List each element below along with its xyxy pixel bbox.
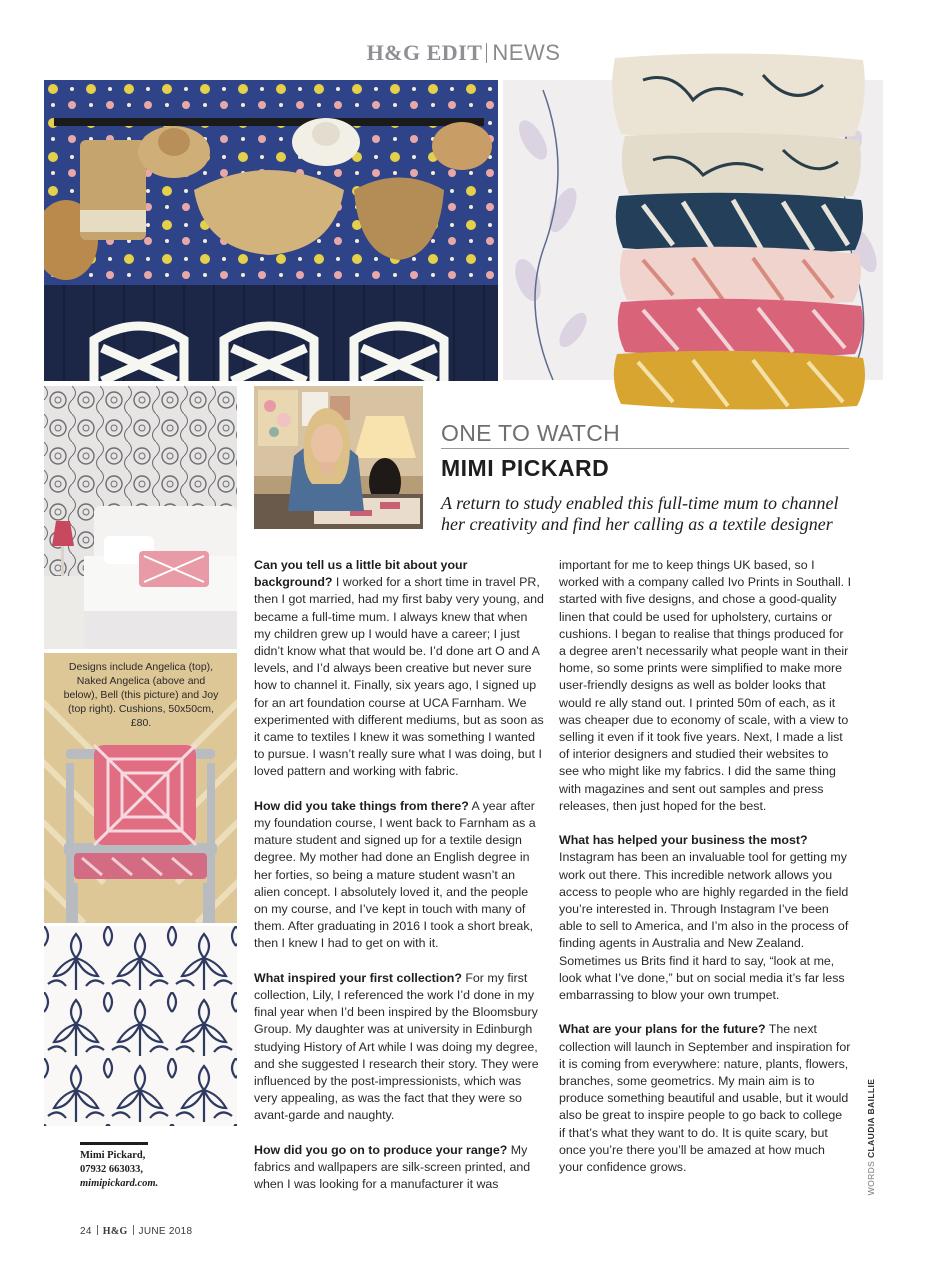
qa-first-collection — [254, 970, 544, 1125]
masthead-brand: H&G EDIT — [366, 40, 483, 65]
question: Can you tell us a little bit about your background? — [254, 558, 468, 590]
photo-cushion-stack — [503, 50, 883, 410]
answer: Instagram has been an invaluable tool for getting my work out there. This incredible network allows you access to people who are highly regarded in the field you’re interested in. Through Instagram I’ve been able to sell to America, and I’m also in the process of finding agents in Australia and New Zealand. Sometimes us Brits find it hard to say, “look at me, look what I’ve done,” but on social media it’s far less embarrassing to blow your own trumpet. — [559, 850, 849, 1003]
question: How did you go on to produce your range? — [254, 1142, 508, 1157]
qa-future-plans — [559, 1021, 851, 1176]
credit-author: CLAUDIA BAILLIE — [866, 1078, 876, 1158]
page-number: 24 — [80, 1226, 92, 1237]
answer: A year after my foundation course, I went back to Farnham as a mature student and signed up for a textile design degree. My mother had done an English degree in her forties, so being a mature student wasn’t an alien concept. I absolutely loved it, and the people on my course, and I’ve kept in touch with many of them. After graduating in 2016 I took a short break, then I knew I had to get on with it. — [254, 798, 536, 951]
folio-divider — [97, 1225, 98, 1235]
qa-helped-business — [559, 832, 851, 1004]
answer: My fabrics and wallpapers are silk-screen printed, and when I was looking for a manufacturer it was — [254, 1142, 531, 1192]
question: How did you take things from there? — [254, 798, 469, 813]
contact-website[interactable]: mimipickard.com. — [80, 1178, 159, 1189]
masthead-divider — [486, 43, 487, 63]
qa-from-there — [254, 798, 544, 953]
designer-name: MIMI PICKARD — [441, 455, 610, 481]
answer: For my first collection, Lily, I referenced the work I’d done in my final year when I’d been inspired by the Bloomsbury Group. My daughter was at university in Edinburgh studying History of Art while I was doing my degree, and she suggested I research their story. They were influenced by the post-impressionists, which was very appealing, as was the fact that they were so avant-garde and naughty. — [254, 970, 539, 1123]
answer: I worked for a short time in travel PR, then I got married, had my first baby very young, and became a full-time mum. I always knew that when my children grew up I would have a career; I just didn’t know what that would be. I’d done art O and A levels, and I’d always been creative but never sure how to channel it. Finally, six years ago, I signed up for an art foundation course at UCA Farnham. We experimented with different mediums, but as soon as it came to textiles I knew it was something I wanted to pursue. I wasn’t really sure what I was doing, but I loved pattern and working with fabric. — [254, 575, 544, 779]
kicker: ONE TO WATCH — [441, 420, 621, 446]
qa-produce-range — [254, 1142, 544, 1194]
issue-date: JUNE 2018 — [138, 1226, 193, 1237]
question: What inspired your first collection? — [254, 970, 462, 985]
qa-produce-range-continued — [559, 557, 851, 815]
contact-block — [80, 1149, 220, 1191]
question: What has helped your business the most? — [559, 833, 808, 848]
photo-floral-pattern — [44, 926, 237, 1126]
contact-rule — [80, 1142, 148, 1145]
masthead-section: NEWS — [492, 40, 561, 65]
contact-phone: 07932 663033, — [80, 1164, 143, 1175]
contact-name: Mimi Pickard, — [80, 1150, 146, 1161]
question: What are your plans for the future? — [559, 1022, 766, 1037]
photo-bedroom — [44, 386, 237, 649]
photo-caption: Designs include Angelica (top), Naked Angelica (above and below), Bell (this picture) and Joy (top right). Cushions, 50x50cm, £80. — [63, 661, 219, 729]
folio-divider — [133, 1225, 134, 1235]
body-column-1 — [254, 557, 544, 1193]
answer: important for me to keep things UK based, so I worked with a company called Ivo Prints in Southall. I started with five designs, and chose a good-quality linen that could be used for upholstery, curtains or cushions. I began to realise that things produced for a degree aren’t necessarily what people want in their home, so some prints were simplified to make more user-friendly designs as well as bolder looks that would re ally stand out. I printed 50m of each, as it was cheaper due to economy of scale, with a view to selling it even if it took five years. Next, I made a list of interior designers and studied their websites to see who might like my fabrics. I did the same thing with magazines and sent out samples and press releases, then just hoped for the best. — [559, 558, 852, 813]
photo-hats-baskets — [44, 80, 498, 381]
qa-background — [254, 557, 544, 781]
folio — [80, 1225, 192, 1237]
folio-brand: H&G — [102, 1226, 128, 1237]
standfirst: A return to study enabled this full-time mum to channel her creativity and find her calling as a textile designer — [441, 493, 839, 534]
photo-portrait — [254, 386, 423, 529]
words-credit — [866, 1057, 876, 1217]
answer: The next collection will launch in September and inspiration for it is coming from everywhere: nature, plants, flowers, branches, some geometrics. My main aim is to produce something beautiful and usable, but it would also be great to inspire people to go back to college if that’s what they want to do. It is quite scary, but once you’re there you’ll be amazed at how much your confidence grows. — [559, 1022, 851, 1175]
kicker-rule — [441, 448, 849, 449]
body-column-2 — [559, 557, 851, 1176]
credit-label: WORDS — [866, 1160, 876, 1196]
